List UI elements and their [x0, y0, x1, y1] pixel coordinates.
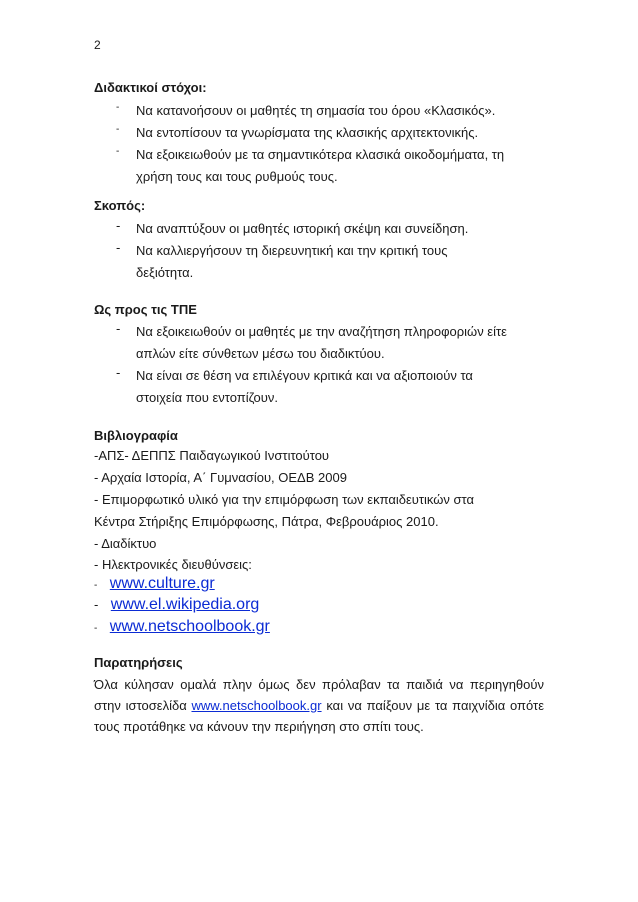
bullet-dash: -	[116, 218, 121, 233]
bullet-dash: -	[116, 321, 121, 336]
document-page: 2 Διδακτικοί στόχοι: - Να κατανοήσουν οι μαθητές τη σημασία του όρου «Κλασικός». - Να εντοπίσουν τα γνωρίσματα της κλασικής αρχιτεκτονικής. - Να εξοικειωθούν με τα σημαντικότερα κλασικά οικοδομήματα, τη χρήση τους και τους ρυθμούς τους. Σκοπός: - Να αναπτύξουν οι μαθητές ιστορική σκέψη και συνείδηση. - Να καλλιεργήσουν τη διερευνητική και την κριτική τους δεξιότητα. Ως προς τις ΤΠΕ - Να εξοικειωθούν οι μαθητές με την αναζήτηση πληροφοριών είτε απλών είτε σύνθετων μέσω του διαδικτύου. - Να είναι σε θέση να επιλέγουν κριτικά και να αξιοποιούν τα στοιχεία που εντοπίζουν. Βιβλιογραφία -ΑΠΣ- ΔΕΠΠΣ Παιδαγωγικού Ινστιτούτου - Αρχαία Ιστορία, Α΄ Γυμνασίου, ΟΕΔΒ 2009 - Επιμορφωτικό υλικό για την επιμόρφωση των εκπαιδευτικών στα Κέντρα Στήριξης Επιμόρφωσης, Πάτρα, Φεβρουάριος 2010. - Διαδίκτυο - Ηλεκτρονικές διευθύνσεις: - www.culture.gr - www.el.wikipedia.org - www.netschoolbook.gr Παρατηρήσεις Όλα κύλησαν ομαλά πλην όμως δεν πρόλαβαν τα παιδιά να περιηγηθούν στην ιστοσελίδα www.netschoolbook.gr και να παίξουν με τα παιχνίδια οπότε τους προτάθηκε να κάνουν την περιήγηση στο σπίτι τους.	[0, 0, 638, 902]
wikipedia-link[interactable]: www.el.wikipedia.org	[110, 596, 260, 613]
bibliography-line: - Ηλεκτρονικές διευθύνσεις:	[94, 557, 252, 572]
page-number: 2	[94, 38, 101, 52]
bullet-dash: -	[116, 365, 121, 380]
bibliography-line: - Διαδίκτυο	[94, 536, 157, 551]
bibliography-line: -ΑΠΣ- ΔΕΠΠΣ Παιδαγωγικού Ινστιτούτου	[94, 448, 330, 463]
ict-heading: Ως προς τις ΤΠΕ	[94, 302, 197, 317]
netschoolbook-link[interactable]: www.netschoolbook.gr	[109, 618, 270, 635]
bibliography-heading: Βιβλιογραφία	[94, 428, 178, 443]
bullet-dash: -	[116, 102, 120, 113]
bullet-dash: -	[94, 623, 98, 634]
bibliography-line: - Αρχαία Ιστορία, Α΄ Γυμνασίου, ΟΕΔΒ 2009	[94, 470, 347, 485]
purpose-heading: Σκοπός:	[94, 198, 146, 213]
objectives-heading: Διδακτικοί στόχοι:	[94, 80, 207, 95]
observations-paragraph: Όλα κύλησαν ομαλά πλην όμως δεν πρόλαβαν τα παιδιά να περιηγηθούν στην ιστοσελίδα www.netschoolbook.gr και να παίξουν με τα παιχνίδια οπότε τους προτάθηκε να κάνουν την περιήγηση στο σπίτι τους.	[94, 677, 544, 734]
bullet-dash: -	[94, 597, 99, 612]
culture-link[interactable]: www.culture.gr	[109, 575, 215, 592]
bibliography-line: Κέντρα Στήριξης Επιμόρφωσης, Πάτρα, Φεβρουάριος 2010.	[94, 514, 439, 529]
bullet-dash: -	[116, 146, 120, 157]
bullet-dash: -	[94, 580, 98, 591]
bibliography-line: - Επιμορφωτικό υλικό για την επιμόρφωση των εκπαιδευτικών στα	[94, 492, 475, 507]
link-row-culture	[94, 575, 215, 593]
bullet-dash: -	[116, 240, 121, 255]
observations-heading: Παρατηρήσεις	[94, 655, 183, 670]
link-row-wikipedia	[94, 596, 259, 614]
link-row-netschoolbook	[94, 618, 270, 636]
bullet-dash: -	[116, 124, 120, 135]
netschoolbook-inline-link[interactable]: www.netschoolbook.gr	[191, 698, 322, 713]
